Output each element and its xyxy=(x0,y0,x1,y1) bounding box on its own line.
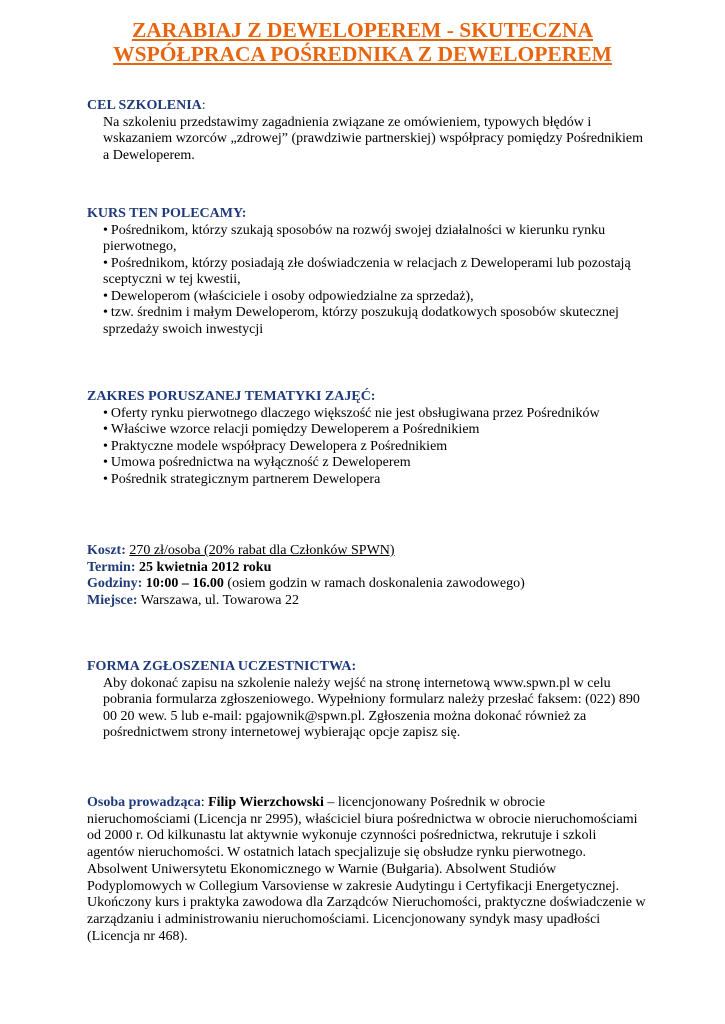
zakres-item-text: Właściwe wzorce relacji pomiędzy Deweloperem a Pośrednikiem xyxy=(110,422,480,437)
list-item xyxy=(103,305,643,338)
koszt-value: 270 zł/osoba (20% rabat dla Członków SPWN) xyxy=(129,543,395,558)
section-forma xyxy=(87,659,647,742)
section-kurs xyxy=(87,206,647,338)
title-line-2: WSPÓŁPRACA POŚREDNIKA Z DEWELOPEREM xyxy=(113,42,612,66)
list-item xyxy=(103,455,643,472)
kurs-list xyxy=(103,223,643,339)
forma-body xyxy=(103,676,643,742)
godziny-value: 10:00 – 16.00 xyxy=(145,576,224,591)
list-item xyxy=(103,406,643,423)
zakres-heading: ZAKRES PORUSZANEJ TEMATYKI ZAJĘĆ: xyxy=(87,389,376,404)
osoba-bio xyxy=(87,795,647,945)
section-details xyxy=(87,543,647,609)
osoba-name: Filip Wierzchowski xyxy=(208,795,324,810)
section-osoba xyxy=(87,795,647,945)
godziny-note: (osiem godzin w ramach doskonalenia zawodowego) xyxy=(223,576,525,591)
zakres-item-text: Umowa pośrednictwa na wyłączność z Deweloperem xyxy=(110,455,411,470)
list-item xyxy=(103,439,643,456)
list-item xyxy=(103,223,643,256)
list-item xyxy=(103,289,643,306)
godziny-label: Godziny: xyxy=(87,576,143,591)
koszt-label: Koszt: xyxy=(87,543,126,558)
osoba-paragraph xyxy=(87,795,647,945)
list-item xyxy=(103,472,643,489)
cel-body xyxy=(103,115,643,165)
bullet-icon: • xyxy=(103,455,108,470)
bullet-icon: • xyxy=(103,288,108,304)
kurs-item-text: tzw. średnim i małym Deweloperom, którzy poszukują dodatkowych sposobów skutecznej sprzedaży swoich inwestycji xyxy=(103,305,619,337)
koszt-line xyxy=(87,543,647,560)
termin-label: Termin: xyxy=(87,559,136,575)
zakres-item-text: Pośrednik strategicznym partnerem Dewelopera xyxy=(110,471,381,487)
termin-line xyxy=(87,560,647,577)
cel-text: Na szkoleniu przedstawimy zagadnienia związane ze omówieniem, typowych błędów i wskazaniem wzorców „zdrowej” (prawdziwie partnerskiej) współpracy pomiędzy Pośrednikiem a Deweloperem. xyxy=(103,114,643,163)
termin-value: 25 kwietnia 2012 roku xyxy=(138,559,272,575)
bullet-icon: • xyxy=(103,422,108,437)
kurs-body xyxy=(103,223,643,339)
list-item xyxy=(103,422,643,439)
zakres-item-text: Oferty rynku pierwotnego dlaczego większość nie jest obsługiwana przez Pośredników xyxy=(110,405,600,421)
osoba-label: Osoba prowadząca xyxy=(87,795,201,810)
cel-heading xyxy=(87,98,647,115)
title-line-1: ZARABIAJ Z DEWELOPEREM - SKUTECZNA xyxy=(131,18,594,42)
kurs-heading: KURS TEN POLECAMY: xyxy=(87,206,247,221)
zakres-item-text: Praktyczne modele współpracy Dewelopera z Pośrednikiem xyxy=(110,438,448,454)
miejsce-label: Miejsce: xyxy=(87,592,138,608)
bullet-icon: • xyxy=(103,405,108,421)
osoba-text: – licencjonowany Pośrednik w obrocie nieruchomościami (Licencja nr 2995), właściciel biura pośrednictwa w obrocie nieruchomościami od 2000 r. Od kilkunastu lat aktywnie wykonuje czynności pośrednictwa, rekrutuje i szkoli agentów nieruchomości. W ostatnich latach specjalizuje się obsłudze rynku pierwotnego. Absolwent Uniwersytetu Ekonomicznego w Warnie (Bułgaria). Absolwent Studiów Podyplomowych w Collegium Varsoviense w zakresie Audytingu i Certyfikacji Energetycznej. Ukończony kurs i praktyka zawodowa dla Zarządców Nieruchomości, praktyczne doświadczenie w zarządzaniu i administrowaniu nieruchomościami. Licencjonowany syndyk masy upadłości (Licencja nr 468). xyxy=(87,795,646,944)
forma-heading: FORMA ZGŁOSZENIA UCZESTNICTWA: xyxy=(87,659,357,674)
kurs-item-text: Deweloperom (właściciele i osoby odpowiedzialne za sprzedaż), xyxy=(110,288,474,304)
miejsce-value: Warszawa, ul. Towarowa 22 xyxy=(137,592,299,608)
cel-heading-text: CEL SZKOLENIA xyxy=(87,98,202,113)
bullet-icon: • xyxy=(103,255,108,271)
document-title xyxy=(60,18,665,66)
bullet-icon: • xyxy=(103,471,108,487)
zakres-list xyxy=(103,406,643,489)
kurs-item-text: Pośrednikom, którzy posiadają złe doświadczenia w relacjach z Deweloperami lub pozostają sceptyczni w tej kwestii, xyxy=(103,255,631,287)
cel-heading-colon: : xyxy=(201,98,206,113)
godziny-line xyxy=(87,576,647,593)
bullet-icon: • xyxy=(103,305,108,320)
kurs-item-text: Pośrednikom, którzy szukają sposobów na rozwój swojej działalności w kierunku rynku pierwotnego, xyxy=(103,222,606,254)
section-cel xyxy=(87,98,647,164)
osoba-colon: : xyxy=(200,795,209,810)
list-item xyxy=(103,256,643,289)
zakres-body xyxy=(103,406,643,489)
forma-text: Aby dokonać zapisu na szkolenie należy wejść na stronę internetową www.spwn.pl w celu pobrania formularza zgłoszeniowego. Wypełniony formularz należy przesłać faksem: (022) 890 00 20 wew. 5 lub e-mail: pgajownik@spwn.pl. Zgłoszenia można dokonać również za pośrednictwem strony internetowej wybierając opcje zapisz się. xyxy=(103,675,640,740)
bullet-icon: • xyxy=(103,438,108,454)
bullet-icon: • xyxy=(103,222,108,238)
miejsce-line xyxy=(87,593,647,610)
section-zakres xyxy=(87,389,647,488)
